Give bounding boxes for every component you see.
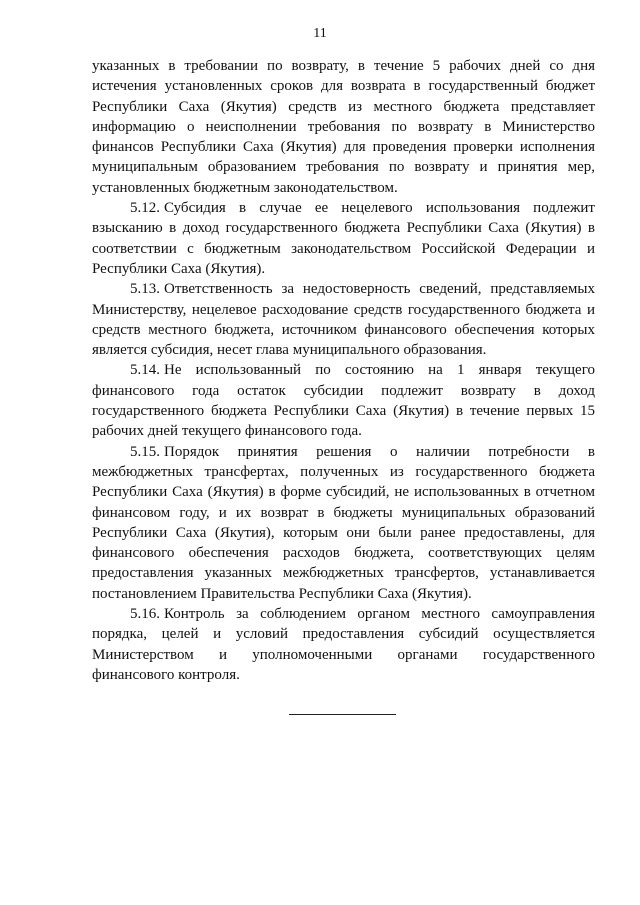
clause-number: 5.14. — [130, 362, 160, 379]
paragraph-text: Порядок принятия решения о наличии потребности в межбюджетных трансфертах, полученных из государственного бюджета Республики Саха (Якутия) в форме субсидий, не использованных в отчетном финансовом году, и их возврат в бюджеты муниципальных образований Республики Саха (Якутия), которым они были ранее предоставлены, для финансового обеспечения расходов бюджета, соответствующих целям предоставления указанных межбюджетных трансфертов, устанавливается постановлением Правительства Республики Саха (Якутия). — [92, 443, 595, 602]
end-separator-line — [289, 714, 396, 715]
page-number: 11 — [313, 26, 327, 41]
paragraph-text: Субсидия в случае ее нецелевого использования подлежит взысканию в доход государственного бюджета Республики Саха (Якутия) в соответствии с бюджетным законодательством Российской Федерации и Республики Саха (Якутия). — [92, 200, 595, 277]
clause-5-16 — [92, 604, 595, 685]
paragraph-continuation — [92, 56, 595, 198]
clause-5-14 — [92, 360, 595, 441]
clause-5-13 — [92, 279, 595, 360]
paragraph-text: Контроль за соблюдением органом местного самоуправления порядка, целей и условий предоставления субсидий осуществляется Министерством и уполномоченными органами государственного финансового контроля. — [92, 606, 595, 683]
document-body — [92, 56, 595, 685]
paragraph-text: Не использованный по состоянию на 1 января текущего финансового года остаток субсидии подлежит возврату в доход государственного бюджета Республики Саха (Якутия) в течение первых 15 рабочих дней текущего финансового года. — [92, 362, 595, 440]
clause-5-15 — [92, 442, 595, 604]
clause-number: 5.16. — [130, 606, 160, 623]
paragraph-text: Ответственность за недостоверность сведений, представляемых Министерству, нецелевое расходование средств государственного бюджета и средств местного бюджета, источником финансового обеспечения которых является субсидия, несет глава муниципального образования. — [92, 281, 595, 359]
paragraph-text: указанных в требовании по возврату, в течение 5 рабочих дней со дня истечения установленных сроков для возврата в государственный бюджет Республики Саха (Якутия) средств из местного бюджета представляет информацию о неисполнении требования по возврату в Министерство финансов Республики Саха (Якутия) для проведения проверки исполнения муниципальным образованием требования по возврату и принятия мер, установленных бюджетным законодательством. — [92, 58, 595, 196]
clause-number: 5.13. — [130, 281, 160, 298]
clause-number: 5.15. — [130, 443, 160, 460]
clause-number: 5.12. — [130, 200, 160, 217]
clause-5-12 — [92, 198, 595, 279]
